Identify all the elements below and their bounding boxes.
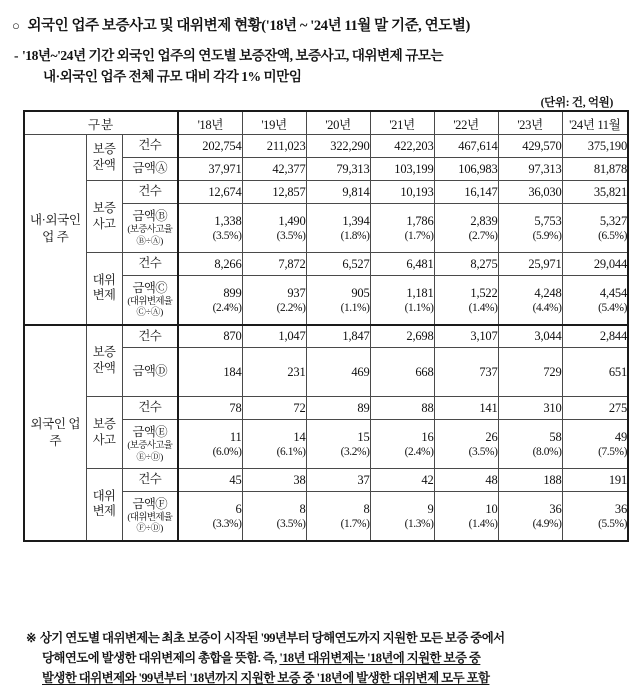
cell-value: 88 — [370, 397, 434, 420]
metric-label-amount-b — [122, 204, 178, 253]
cell-value — [434, 276, 498, 325]
cell-value: 8,266 — [178, 253, 242, 276]
cell-value: 48 — [434, 469, 498, 492]
section-label-domestic-foreign: 내·외국인 업 주 — [24, 135, 86, 325]
table-body — [24, 135, 628, 541]
table-row — [24, 469, 628, 492]
value-amount: 8 — [363, 501, 370, 516]
header-col-0: '18년 — [178, 111, 242, 135]
metric-label-amount-c — [122, 276, 178, 325]
cell-value: 2,844 — [562, 325, 628, 348]
metric-label-count: 건수 — [122, 253, 178, 276]
cell-value: 97,313 — [498, 158, 562, 181]
metric-note-line-2: Ⓔ÷Ⓓ) — [136, 451, 164, 463]
cell-value — [242, 420, 306, 469]
value-amount: 14 — [293, 430, 306, 444]
value-percent: (5.9%) — [532, 230, 562, 242]
cell-value: 35,821 — [562, 181, 628, 204]
section-label-foreign: 외국인 업주 — [24, 325, 86, 541]
unit-note: (단위: 건, 억원) — [540, 97, 613, 110]
cell-value: 79,313 — [306, 158, 370, 181]
value-percent: (7.5%) — [598, 446, 628, 458]
cell-value: 103,199 — [370, 158, 434, 181]
metric-title: 금액Ⓔ — [132, 425, 168, 440]
value-amount: 36 — [614, 501, 628, 516]
cell-value: 467,614 — [434, 135, 498, 158]
cell-value: 275 — [562, 397, 628, 420]
metric-label-count: 건수 — [122, 325, 178, 348]
cell-value: 29,044 — [562, 253, 628, 276]
footnote-mark: ※ — [26, 631, 36, 645]
cell-value — [242, 204, 306, 253]
value-amount: 5,327 — [599, 214, 628, 228]
value-amount: 937 — [287, 285, 306, 300]
cell-value — [178, 204, 242, 253]
metric-title: 금액Ⓑ — [132, 209, 168, 224]
cell-value: 12,857 — [242, 181, 306, 204]
metric-note-line-1: (대위변제율 — [127, 296, 173, 307]
cell-value — [178, 420, 242, 469]
cell-value: 106,983 — [434, 158, 498, 181]
value-percent: (4.4%) — [532, 301, 562, 314]
value-amount: 10 — [485, 501, 498, 516]
cell-value — [498, 276, 562, 325]
value-percent: (6.0%) — [212, 446, 242, 458]
value-percent: (2.2%) — [276, 301, 306, 314]
cell-value: 870 — [178, 325, 242, 348]
cell-value: 3,044 — [498, 325, 562, 348]
value-amount: 1,338 — [214, 214, 242, 228]
metric-title: 금액Ⓕ — [132, 496, 168, 511]
table-header — [24, 111, 628, 135]
value-amount: 1,786 — [406, 214, 434, 228]
heading-subtext — [12, 45, 628, 87]
group-label-balance: 보증 잔액 — [86, 325, 122, 397]
value-amount: 36 — [549, 501, 562, 516]
footnote — [26, 628, 622, 688]
header-gubun: 구분 — [24, 111, 178, 135]
value-percent: (3.5%) — [276, 517, 306, 530]
metric-note-line-1: (보증사고율 — [127, 224, 173, 236]
value-percent: (6.5%) — [598, 230, 628, 242]
metric-label-count: 건수 — [122, 135, 178, 158]
metric-note-line-2: Ⓑ÷Ⓐ) — [136, 235, 164, 247]
header-row — [24, 111, 628, 135]
metric-label-count: 건수 — [122, 469, 178, 492]
cell-value: 202,754 — [178, 135, 242, 158]
cell-value — [370, 492, 434, 541]
value-percent: (3.5%) — [212, 230, 242, 242]
cell-value — [498, 204, 562, 253]
value-amount: 15 — [357, 430, 370, 444]
value-amount: 1,490 — [278, 214, 306, 228]
value-amount: 4,248 — [534, 285, 562, 300]
footnote-line-1: 상기 연도별 대위변제는 최초 보증이 시작된 '99년부터 당해연도까지 지원한 모든 보증 중에서 — [39, 631, 505, 645]
value-percent: (1.7%) — [340, 517, 370, 530]
metric-label-count: 건수 — [122, 397, 178, 420]
cell-value — [306, 276, 370, 325]
value-amount: 2,839 — [470, 214, 498, 228]
value-amount: 905 — [351, 285, 370, 300]
cell-value — [434, 204, 498, 253]
cell-value: 184 — [178, 348, 242, 397]
cell-value: 42 — [370, 469, 434, 492]
value-percent: (1.1%) — [404, 301, 434, 314]
value-percent: (1.4%) — [468, 301, 498, 314]
value-percent: (1.1%) — [340, 301, 370, 314]
section-heading — [12, 14, 628, 35]
value-percent: (2.4%) — [404, 446, 434, 458]
cell-value — [178, 276, 242, 325]
metric-label-amount-e — [122, 420, 178, 469]
data-table-container — [23, 110, 628, 542]
cell-value — [434, 492, 498, 541]
value-amount: 1,394 — [342, 214, 370, 228]
cell-value: 42,377 — [242, 158, 306, 181]
table-row — [24, 397, 628, 420]
cell-value — [242, 276, 306, 325]
cell-value: 7,872 — [242, 253, 306, 276]
value-percent: (3.3%) — [212, 517, 242, 530]
cell-value: 211,023 — [242, 135, 306, 158]
value-percent: (6.1%) — [276, 446, 306, 458]
value-percent: (3.5%) — [468, 446, 498, 458]
value-amount: 5,753 — [534, 214, 562, 228]
cell-value: 25,971 — [498, 253, 562, 276]
cell-value: 6,481 — [370, 253, 434, 276]
value-percent: (8.0%) — [532, 446, 562, 458]
cell-value: 375,190 — [562, 135, 628, 158]
cell-value: 38 — [242, 469, 306, 492]
value-amount: 26 — [485, 430, 498, 444]
cell-value — [242, 492, 306, 541]
footnote-line-2-underlined: '18년 대위변제는 '18년에 지원한 보증 중 — [279, 651, 481, 666]
group-label-incident: 보증 사고 — [86, 181, 122, 253]
cell-value — [370, 420, 434, 469]
group-label-incident: 보증 사고 — [86, 397, 122, 469]
value-amount: 9 — [427, 501, 434, 516]
cell-value — [306, 420, 370, 469]
cell-value: 81,878 — [562, 158, 628, 181]
value-percent: (5.4%) — [598, 301, 628, 314]
cell-value — [306, 204, 370, 253]
metric-label-amount-f — [122, 492, 178, 541]
cell-value — [562, 492, 628, 541]
cell-value: 72 — [242, 397, 306, 420]
value-amount: 16 — [421, 430, 434, 444]
cell-value — [434, 420, 498, 469]
cell-value: 729 — [498, 348, 562, 397]
value-amount: 11 — [229, 430, 242, 444]
value-percent: (2.7%) — [468, 230, 498, 242]
value-amount: 899 — [223, 285, 242, 300]
value-percent: (1.7%) — [404, 230, 434, 242]
cell-value: 10,193 — [370, 181, 434, 204]
table-row — [24, 325, 628, 348]
cell-value: 37 — [306, 469, 370, 492]
table-row — [24, 135, 628, 158]
header-col-5: '23년 — [498, 111, 562, 135]
cell-value: 8,275 — [434, 253, 498, 276]
value-percent: (1.4%) — [468, 517, 498, 530]
cell-value: 3,107 — [434, 325, 498, 348]
cell-value: 429,570 — [498, 135, 562, 158]
cell-value: 1,047 — [242, 325, 306, 348]
value-percent: (5.5%) — [598, 517, 628, 530]
cell-value — [562, 204, 628, 253]
cell-value: 37,971 — [178, 158, 242, 181]
value-percent: (1.8%) — [340, 230, 370, 242]
footnote-line-2 — [26, 648, 622, 668]
heading-block — [0, 0, 640, 110]
group-label-subrogation: 대위 변제 — [86, 253, 122, 325]
cell-value: 322,290 — [306, 135, 370, 158]
table-row — [24, 253, 628, 276]
value-amount: 58 — [549, 430, 562, 444]
table-row — [24, 181, 628, 204]
group-label-balance: 보증 잔액 — [86, 135, 122, 181]
metric-label-count: 건수 — [122, 181, 178, 204]
value-percent: (1.3%) — [404, 517, 434, 530]
cell-value: 12,674 — [178, 181, 242, 204]
cell-value: 89 — [306, 397, 370, 420]
cell-value: 6,527 — [306, 253, 370, 276]
metric-label-amount-a: 금액Ⓐ — [122, 158, 178, 181]
header-col-4: '22년 — [434, 111, 498, 135]
cell-value: 2,698 — [370, 325, 434, 348]
value-amount: 4,454 — [599, 285, 628, 300]
header-col-6: '24년 11월 — [562, 111, 628, 135]
cell-value — [498, 420, 562, 469]
cell-value — [562, 420, 628, 469]
cell-value: 16,147 — [434, 181, 498, 204]
footnote-line-2-plain: 당해연도에 발생한 대위변제의 총합을 뜻함. 즉, — [42, 651, 280, 666]
cell-value — [370, 204, 434, 253]
value-amount: 8 — [299, 501, 306, 516]
metric-label-amount-d: 금액Ⓓ — [122, 348, 178, 397]
dash-marker: - — [14, 48, 19, 63]
subtext-line-1: '18년~'24년 기간 외국인 업주의 연도별 보증잔액, 보증사고, 대위변제 규모는 — [22, 48, 444, 63]
cell-value: 737 — [434, 348, 498, 397]
cell-value — [306, 492, 370, 541]
metric-note-line-2: Ⓒ÷Ⓐ) — [136, 307, 164, 319]
header-col-2: '20년 — [306, 111, 370, 135]
cell-value — [562, 276, 628, 325]
cell-value — [498, 492, 562, 541]
value-amount: 49 — [614, 430, 628, 444]
value-amount: 1,522 — [470, 285, 498, 300]
subtext-line-2: 내·외국인 업주 전체 규모 대비 각각 1% 미만임 — [43, 69, 302, 85]
value-percent: (4.9%) — [532, 517, 562, 530]
cell-value: 668 — [370, 348, 434, 397]
metric-note-line-1: (보증사고율 — [127, 440, 173, 452]
cell-value: 9,814 — [306, 181, 370, 204]
cell-value: 469 — [306, 348, 370, 397]
cell-value: 141 — [434, 397, 498, 420]
bullet-icon: ○ — [12, 18, 20, 33]
cell-value — [370, 276, 434, 325]
cell-value: 36,030 — [498, 181, 562, 204]
cell-value: 310 — [498, 397, 562, 420]
cell-value: 1,847 — [306, 325, 370, 348]
value-amount: 1,181 — [406, 285, 434, 300]
footnote-line-3: 발생한 대위변제와 '99년부터 '18년까지 지원한 보증 중 '18년에 발생한 대위변제 모두 포함 — [42, 671, 490, 686]
value-percent: (3.2%) — [340, 446, 370, 458]
value-percent: (2.4%) — [212, 301, 242, 314]
header-col-3: '21년 — [370, 111, 434, 135]
guarantee-statistics-table — [23, 110, 629, 542]
metric-note-line-2: Ⓕ÷Ⓓ) — [136, 523, 164, 535]
cell-value: 78 — [178, 397, 242, 420]
header-col-1: '19년 — [242, 111, 306, 135]
group-label-subrogation: 대위 변제 — [86, 469, 122, 541]
cell-value: 231 — [242, 348, 306, 397]
cell-value — [178, 492, 242, 541]
metric-note-line-1: (대위변제율 — [127, 512, 173, 523]
value-amount: 6 — [235, 501, 242, 516]
cell-value: 188 — [498, 469, 562, 492]
cell-value: 191 — [562, 469, 628, 492]
cell-value: 422,203 — [370, 135, 434, 158]
cell-value: 651 — [562, 348, 628, 397]
metric-title: 금액Ⓒ — [132, 280, 168, 295]
heading-title: 외국인 업주 보증사고 및 대위변제 현황('18년 ~ '24년 11월 말 기준, 연도별) — [27, 18, 470, 34]
cell-value: 45 — [178, 469, 242, 492]
value-percent: (3.5%) — [276, 230, 306, 242]
